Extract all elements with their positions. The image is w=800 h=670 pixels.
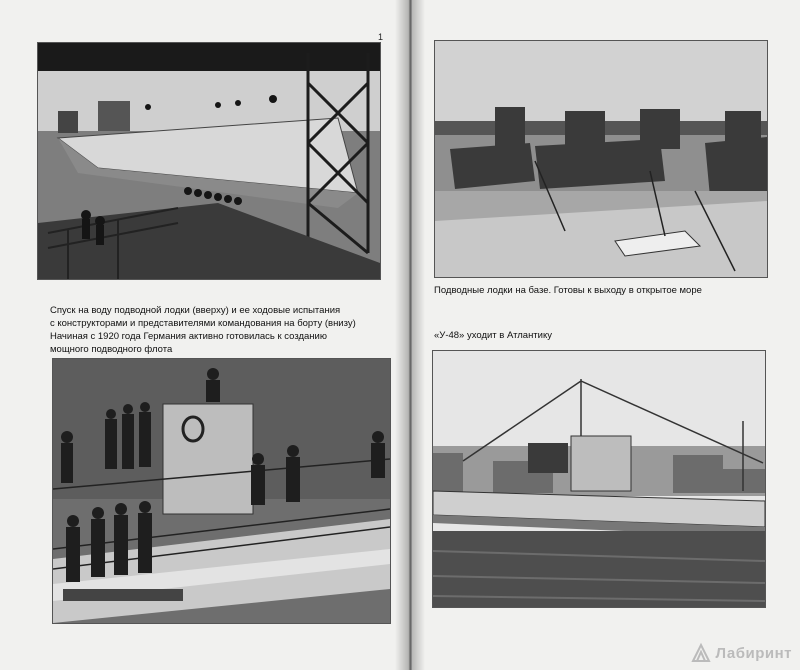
watermark [690, 642, 792, 664]
labirint-logo-icon [690, 642, 712, 664]
photo-sea-trials-image [53, 359, 390, 623]
caption-line: мощного подводного флота [50, 344, 173, 355]
photo-sea-trials [52, 358, 391, 624]
caption-line: с конструкторами и представителями командования на борту (внизу) [50, 318, 356, 329]
page-mark: 1 [378, 32, 384, 42]
photo-submarines-at-base-image [435, 41, 767, 277]
caption-line: Спуск на воду подводной лодки (вверху) и ее ходовые испытания [50, 305, 341, 316]
right-top-caption: Подводные лодки на базе. Готовы к выходу в открытое море [434, 285, 702, 296]
photo-submarine-launch-image [38, 43, 380, 279]
photo-u48-departing-image [433, 351, 765, 607]
photo-submarines-at-base [434, 40, 768, 278]
right-page [412, 0, 800, 670]
caption-line: Начиная с 1920 года Германия активно готовилась к созданию [50, 331, 327, 342]
watermark-text: Лабиринт [715, 644, 792, 662]
right-mid-caption: «У-48» уходит в Атлантику [434, 330, 552, 341]
photo-submarine-launch [37, 42, 381, 280]
photo-u48-departing [432, 350, 766, 608]
left-top-caption [50, 304, 356, 356]
